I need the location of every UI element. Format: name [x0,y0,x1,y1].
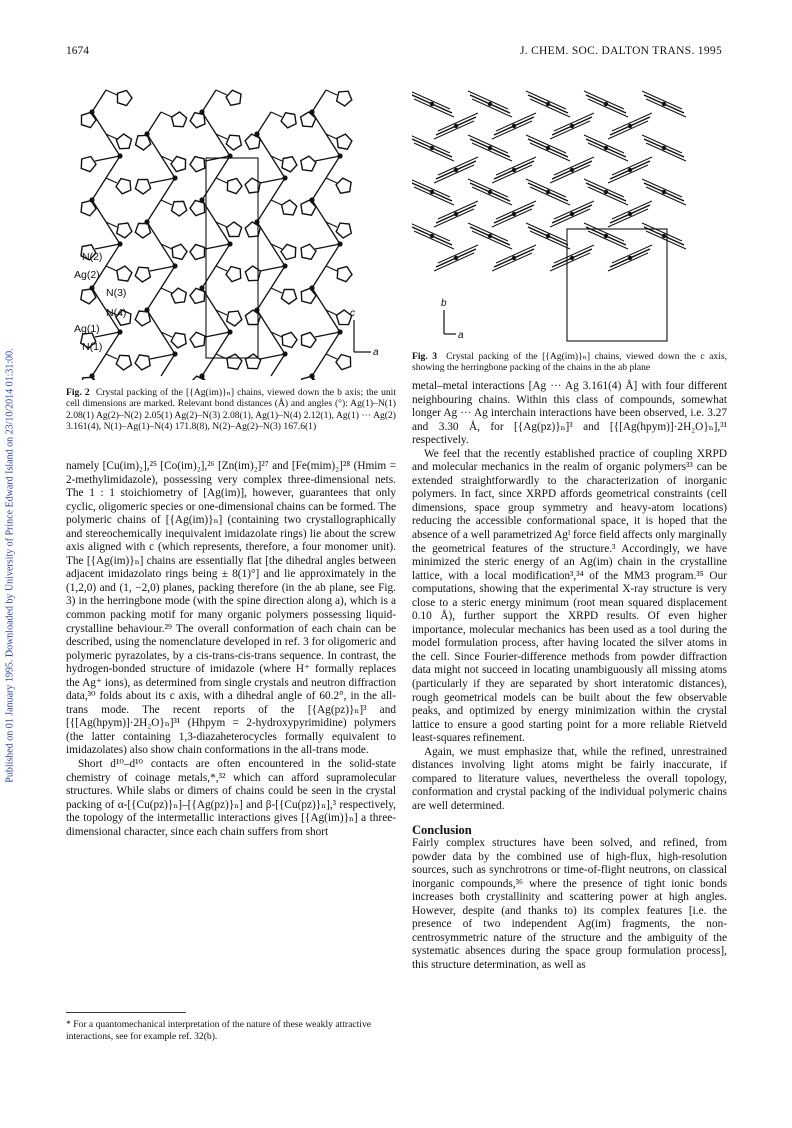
fig2-atom-label: N(1) [82,341,103,353]
fig3-axis-b: b [441,298,447,309]
fig3-caption [412,351,727,374]
fig3-crystal-packing [412,82,697,347]
right-paragraph-1: metal–metal interactions [Ag ··· Ag 3.161(4) Å] with four different neighbouring chains. Within this class of compounds, somewhat longer Ag ··· Ag interchain interactions have been observed, i.e. 3.27 and 3.30 Å, for [{Ag(pz)}ₙ]³ and [{[Ag(hpym)]·2H₂O}ₙ],³¹ respectively. [412,380,727,447]
footnote: * For a quantomechanical interpretation of the nature of these weakly attractive interactions, see for example ref. 32(b). [66,1019,372,1042]
fig2-axis-c: c [350,308,355,319]
side-note: Published on 01 January 1995. Downloaded by University of Prince Edward Island on 23/10/2014 01:31:00. [4,348,16,783]
fig2-atom-label: Ag(2) [74,269,100,281]
right-paragraph-3: Again, we must emphasize that, while the refined, unrestrained distances involving light atoms might be fairly inaccurate, if compared to literature values, nevertheless the overall topology, conformation and crystal packing of the individual polymeric chains are well determined. [412,745,727,812]
fig2-atom-label: N(3) [106,287,127,299]
conclusion-heading: Conclusion [412,822,472,837]
left-paragraph-2: Short d¹⁰–d¹⁰ contacts are often encountered in the solid-state chemistry of coinage metals,*,³² which can afford supramolecular structures. While slabs or dimers of chains could be seen in the crystal packing of α-[{Cu(pz)}ₙ]–[{Ag(pz)}ₙ] and β-[{Cu(pz)}ₙ],³ respectively, the topology of the intermetallic interactions gives [{Ag(im)}ₙ] a three-dimensional character, since each chain suffers from short [66,758,396,838]
fig2-atom-label: Ag(1) [74,323,100,335]
fig2-caption-label: Fig. 2 [66,387,90,398]
left-column [66,460,396,839]
page-number: 1674 [66,45,89,57]
left-paragraph-1: namely [Cu(im)₂],²⁵ [Co(im)₂],²⁶ [Zn(im)₂]²⁷ and [Fe(mim)₂]²⁸ (Hmim = 2-methylimidazole), possessing very complex three-dimensional nets. The 1 : 1 stoichiometry of [Ag(im)], however, guarantees that only cyclic, oligomeric species or one-dimensional chains can be formed. The polymeric chains of [{Ag(im)}ₙ] (containing two crystallographically and stereochemically inequivalent imidazolate rings) lie about the screw axis aligned with c (which represents, therefore, a four monomer unit). The [{Ag(im)}ₙ] chains are essentially flat [the dihedral angles between adjacent imidazolato rings being ± 8(1)°] and lie approximately in the (1,2,0) and (1, −2,0) planes, packing therefore (in the ab plane, see Fig. 3) in the herringbone mode (with the spine direction along a), which is a common packing motif for many organic polymers possessing liquid-crystalline behaviour.²⁹ The overall conformation of each chain can be described, using the nomenclature developed in ref. 3 for oligomeric and polymeric pyrazolates, by a cis-trans-cis-trans sequence. In contrast, the hydrogen-bonded structure of imidazole (where H⁺ formally replaces the Ag⁺ ions), as determined from single crystals and neutron diffraction data,³⁰ folds about its c axis, with a dihedral angle of 60.2°, in the all-trans mode. The recent reports of the [{Ag(pz)}ₙ]³ and [{[Ag(hpym)]·2H₂O}ₙ]³¹ (Hhpym = 2-hydroxypyrimidine) polymers (the latter containing 1,3-diazaheterocycles formally equivalent to imidazolates) also show chain conformations in the all-trans mode. [66,460,396,757]
unit-cell-box [206,158,258,358]
fig2-atom-label: N(4) [106,307,127,319]
fig3-axis-a: a [458,330,464,341]
fig3-chains [412,91,686,271]
journal-header: J. CHEM. SOC. DALTON TRANS. 1995 [519,45,722,57]
conclusion-text: Fairly complex structures have been solved, and refined, from powder data by the combined use of high-flux, high-resolution sources, such as synchrotrons or time-of-flight neutrons, on classical inorganic compounds,³⁶ where the presence of tight ionic bonds increases both crystallinity and scattering power at high angles. However, despite (and thanks to) its complex features [i.e. the presence of two independent Ag(im) fragments, the non-centrosymmetric nature of the structure and the ambiguity of the systematic absences during the space group formulation process], this structure determination, as well as [412,837,727,971]
fig2-axis-a: a [373,347,379,358]
fig2-atom-label: N(2) [82,251,103,263]
fig2-crystal-packing [66,70,396,380]
right-column [412,380,727,973]
fig2-chains [81,90,353,380]
fig3-caption-text: Crystal packing of the [{Ag(im)}ₙ] chains, viewed down the c axis, showing the herringbone packing of the chains in the ab plane [412,351,728,374]
fig3-caption-label: Fig. 3 [412,351,438,362]
right-paragraph-2: We feel that the recently established practice of coupling XRPD and molecular mechanics in the realm of organic polymers³³ can be extended straightforwardly to the characterization of inorganic polymers. In fact, since XRPD affords geometrical constraints (cell dimensions, space group symmetry and heavy-atom locations) reducing the accessible conformational space, it is hoped that the absence of a well parametrized Agᴵ force field affects only marginally the geometrical features of the structure.³ Accordingly, we have minimized the steric energy of an Ag(im) chain in the crystalline lattice, with a local modification³,³⁴ of the MM3 program.³⁵ Our computations, showing that the experimental X-ray structure is very close to a steric energy minimum (root mean squared displacement 0.10 Å), further support the XRPD results. Of even higher importance, molecular mechanics has been used as a tool during the model formulation process, after having located the silver atoms in the cell. Since Fourier-difference methods from powder diffraction data might not succeed in locating unambiguously all missing atoms (particularly if they are separated by short interatomic distances), rough geometrical models can be built about the few observable peaks, and optimized by energy minimization within the crystal lattice to ensure a good starting point for a more reliable Rietveld least-squares refinement. [412,447,727,745]
fig2-caption-text: Crystal packing of the [{Ag(im)}ₙ] chains, viewed down the b axis; the unit cell dimensions are marked. Relevant bond distances (Å) and angles (°): Ag(1)–N(1) 2.08(1) Ag(2)–N(2) 2.05(1) Ag(2)–N(3) 2.08(1), Ag(1)–N(4) 2.12(1), Ag(1) ··· Ag(2) 3.161(4), N(1)–Ag(1)–N(4) 171.8(8), N(2)–Ag(2)–N(3) 167.6(1) [66,387,397,433]
unit-cell-box [567,229,667,341]
fig2-caption [66,387,396,433]
footnote-rule [66,1012,186,1013]
